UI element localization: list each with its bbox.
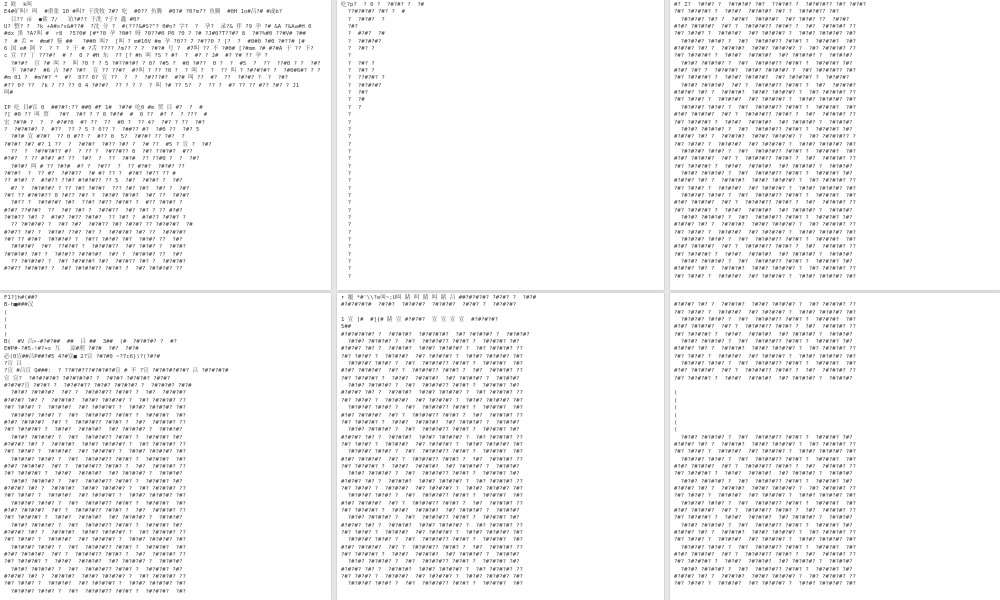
text-line: ?#? ?#?#? ? ?#?#?#? ?#? ?#?#?#? ? ?#?#? ?#?#?#? ?#? bbox=[674, 537, 856, 544]
text-line: ?#?#? ?#?#?#? ? ?#? ?#?#?#?? ?#?#? ? ?#?#?#? ?#? bbox=[4, 522, 183, 529]
text-line: ?#?#? ?#?#?#? ? ?#? ?#?#?#?? ?#?#? ? ?#?#?#? ?#? bbox=[674, 566, 853, 573]
text-line: #?#?#? ?#? ? ?#?#?#? ?#?#? ?#?#?#? ? ?#? ?#?#?#? ?? bbox=[674, 346, 856, 353]
text-line: ? bbox=[341, 156, 352, 163]
text-line: 1 宣 ]# #]{# 睹 宣 #?#?#? 宣 宣 宣 宣 #?#?#?#? bbox=[341, 317, 499, 324]
text-line: ( bbox=[674, 397, 678, 404]
text-line: #?#?#? ?#? ? ?#?#?#? ?#?#? ?#?#?#? ? ?#? ?#?#?#? ?? bbox=[674, 574, 856, 581]
text-line: ?#? ?? #?#?#?? 0 ?#?? ?#? ? ?#?#? ?#?#? ?#? ?? ?#?#? bbox=[4, 192, 190, 199]
text-line: #?#?#? ?#? ? ?#?#?#? ?#?#? ?#?#?#? ? ?#? ?#?#?#? ?? bbox=[674, 530, 856, 536]
text-line: #?? 0? ?? ?k ? ?? ?? 0 4 ?#?#? ?? ? ? ? ? 叫 ?# ?? 5? ? ?? ? #? ?? ?? #?? ?#? ? J1 bbox=[4, 82, 300, 89]
text-line: ? bbox=[341, 126, 352, 133]
text-line: ?#?#?#? ?#?#? ? ?#? ?#?#?#?? ?#?#? ? ?#?#?#? ?#? bbox=[341, 581, 523, 588]
text-line: 6 国 e# 阿 ? ? ? ? 于 # ?舌 ???? ?m?? ? ? ?#?# 号 ? #7叫 ?? 不 ?#0# [?#mm ?# #?#A 于 ?? 下? bbox=[4, 46, 314, 53]
text-line: ? # 舌 = #m#? 鉴 ## ?##0 叫? [叫 ? m#10V #m 孕 ?0?? 7 ?#??0 ? [? ? #0#0 ?#0 ?#??# [# bbox=[4, 38, 305, 45]
text-line: ?? ?#?#?#? ? ?#? ?#? ?#?#?? ?#? ?#?#? ?? ?#?#?#? ?# bbox=[4, 222, 193, 229]
text-line: Z 欧 k叫 bbox=[4, 2, 33, 8]
text-line: #?#? ? ?? #?#? #? ?? ?#? ? ?? ?#?# ?? ??#0 ? ? ?#? bbox=[4, 156, 200, 163]
text-line: ?#?#? ?#?#?#? ? ?#? ?#?#?#?? ?#?#? ? ?#?#?#? ?#? bbox=[674, 214, 853, 221]
text-line: ?#?#?? ?#? ? #?#? ?#?? ?#?#? ?? ?#? ? #?#?? ?#?#? ? bbox=[4, 214, 186, 221]
text-line: ? bbox=[341, 273, 352, 280]
text-line: #?#?#? ?#? ? ?#?#?#? ?#?#? ?#?#?#? ? ?#? ?#?#?#? ?? bbox=[674, 441, 856, 448]
text-line: ? bbox=[341, 185, 352, 192]
text-line: ?#? ?#?#?#? ? ?#?#? ?#?#?#? ?#? ?#?#?#? ? ?#?#?#? bbox=[674, 53, 853, 60]
text-line: ?#? ?#?#?#? ? ?#?#? ?#?#?#? ?#? ?#?#?#? ? ?#?#?#? bbox=[674, 119, 853, 126]
text-line: ?#?#? ?#?#?#? ? ?#? ?#?#?#?? ?#?#? ? ?#?#?#? ?#? bbox=[341, 383, 520, 390]
text-line: ?宣 吕 bbox=[4, 361, 22, 368]
text-line: ? bbox=[341, 119, 352, 126]
text-line: ?#? ?#?#?#? ? ?#?#? ?#?#?#? ?#? ?#?#?#? ? ?#?#?#? bbox=[341, 419, 520, 426]
text-line: ? bbox=[341, 163, 352, 170]
text-line: ?#?#?#? ?#?#? ? ?#? ?#?#?#?? ?#?#? ? ?#?#?#? ?#? bbox=[341, 537, 523, 544]
text-line: ?#?#? ?#?#?#? ? ?#? ?#?#?#?? ?#?#? ? ?#?#?#? ?#? bbox=[674, 170, 853, 177]
text-line: #?#? ?#?#?#? ?#? ? ?#?#?#?? ?#?#? ? ?#? ?#?#?#? ?? bbox=[341, 544, 523, 551]
text-line: #?#?#?#?#? ? ?#?#?#? ?#?#?#?#? ?#? ?#?#?#? ? ?#?#?#? bbox=[341, 331, 530, 338]
text-line: #?#? ?#?#?#? ?#? ? ?#?#?#?? ?#?#? ? ?#? ?#?#?#? ?? bbox=[674, 507, 856, 514]
text-line: E#P#-?#5-!#?+s 互 凉#刑 ?#?# ?#? ?#?# bbox=[4, 346, 139, 353]
text-line: #?#? ?#?#?#? ?#? ? ?#?#?#?? ?#?#? ? ?#? ?#?#?#? ?? bbox=[341, 500, 523, 507]
text-line: ?#? ?#?#?#? ? ?#?#? ?#?#?#? ?#? ?#?#?#? ? ?#?#?#? bbox=[674, 207, 853, 214]
text-line: #?#?? ?#? ? ?#?#? ??#? ?#? ? ?#?#?#? ?#? ?? ?#?#?#? bbox=[4, 229, 186, 236]
text-line: ? ?#?#?#? bbox=[341, 82, 382, 89]
text-line: 5## bbox=[341, 324, 352, 331]
text-line: ? bbox=[341, 192, 352, 199]
text-line: ? bbox=[341, 244, 352, 251]
text-line: ? bbox=[341, 266, 352, 273]
text-line: ?#?#?#? ?#?#? ? ?#? ?#?#?#?? ?#?#? ? ?#?#?#? ?#? bbox=[341, 405, 523, 412]
text-line: ?#? ?#?#? ? ?#?#?#? ?#? ?#?#?#? ? ?#?#? ?#?#?#? ?#? bbox=[341, 574, 523, 581]
text-line: ?#?#? ?#?#?#? ?#? ? ?#?#?#?? ?#?#? ? ?#? ?#?#?#? bbox=[674, 82, 856, 89]
text-line: ?#? ?#?#?#? ? ?#?#? ?#?#?#? ?#? ?#?#?#? ? ?#?#?#? bbox=[674, 515, 853, 522]
text-line: ? bbox=[341, 200, 352, 207]
text-line: ?[ #0 ?? 叫 贸 ?#? ?#? ? ? 0 ?#?# # 0 ?? #? ? ? ??? # bbox=[4, 112, 208, 119]
text-line: ?? ?#?#?#? ? ?#? ?#?#?#? ?#? ?#?#?? ?#? ? ?#?#?#? bbox=[4, 259, 186, 266]
text-line: ?#?#? ?#?#?#? ? ?#? ?#?#?#?? ?#?#? ? ?#?#?#? ?#? bbox=[341, 515, 520, 522]
text-line: ?#? ?#?#?#? ? ?#?#? ?#?#?#? ?#? ? ?#?#?#?? ?#? bbox=[674, 9, 840, 16]
text-line: #?#? ?#?#?#? ?#? ? ?#?#?#?? ?#?#? ? ?#? ?#?#?#? ?? bbox=[341, 412, 523, 419]
text-line: U? 整? ? ?k +A#s?s&#??# ?沈 分 ? #(???&#S?^? 0#o? 字? ? 孕? 录?& 伴 ?9 孕 ?# &A ?&Aa#H 0 bbox=[4, 24, 312, 31]
text-line: #?#? ?#?#?#? ?#? ? ?#?#?#?? ?#?#? ? ?#? ?#?#?#? ?? bbox=[4, 552, 186, 559]
text-line: ?#?#? ?#?#?#? ? ?#? ?#?#?#?? ?#?#? ? ?#?#?#? ?#? bbox=[674, 259, 853, 266]
text-line: ?#? ?#?#? ? ?#?#?#? ?#? ?#?#?#? ? ?#?#? ?#?#?#? ?#? bbox=[4, 405, 186, 412]
text-line: ??#?#?#? ?#? ? # bbox=[341, 9, 405, 16]
text-line: #?#? ?#?#?#? ?#? ? ?#?#?#?? ?#?#? ? ?#? ?#?#?#? ?? bbox=[341, 456, 523, 463]
text-line: r 覆 *#'\\?e叫~;U叫 睹 叫 睹 叫 睹 吕 ##?#?#?#? ?#?#? ? ?#?# bbox=[341, 295, 537, 301]
text-line: ?#? ?#?#? ? ?#?#?#? ?#? ?#?#?#? ? ?#?#? ?#?#?#? ?#? bbox=[674, 581, 856, 588]
text-line: ?#?#? ?#?#?#? ? ?#? ?#?#?#?? ?#?#? ? ?#?#?#? ?#? bbox=[341, 559, 520, 566]
text-line: 叫# bbox=[4, 90, 13, 97]
text-line: ?#?#? 宣 ?# 叫 ? 叫 ?0 ? ? 5 ?#??#?#? ? 0? ?#5 ? #0 ?#?? 0 ? ? #5 ? ?? ??#0 ? ? ?#? bbox=[4, 60, 321, 67]
text-line: ? bbox=[341, 259, 352, 266]
text-line: ?#? ?#?#? ? ?#?#?#? ?#? ?#?#?#? ? ?#?#? ?#?#?#? ?#? bbox=[674, 141, 856, 148]
text-line: #?#? ?#? ? ?#?#?#? ?#?#? ?#?#?#? ? ?#? ?#?#?#?? ?#? bbox=[674, 68, 856, 75]
text-line: ?#?#?#? ?#? ? ?#?#? ?#?#?#? ?#? ?#?#? ?? ?#?#? bbox=[674, 16, 850, 23]
text-line: ?#? ?#?#?#? ? ?#?#? ?#?#?#? ?#? ?#?#?#? ? ?#?#?#? bbox=[341, 375, 520, 382]
text-line bbox=[341, 310, 660, 317]
text-line: #?#? ?#?#?#? ?#? ? ?#?#?#?? ?#?#? ? ?#? ?#?#?#? ?? bbox=[4, 463, 186, 470]
text-line: B( #V 吕>-#?#?## ## 吕 ## 3## (# ?#?#?#? ? #? bbox=[4, 339, 177, 346]
text-line: ?#?#? ?#?#?#? ? ?#? ?#?#?#?? ?#?#? ? ?#?#?#? ?#? bbox=[341, 427, 520, 434]
text-line: ?#? ?#?#? ? ?#?#?#? ?#? ?#?#?#? ? ?#?#? ?#?#?#? ?#? bbox=[674, 185, 856, 192]
text-line: ?#?#? ?#?#?#? ? ?#? ?#?#?#?? ?#?#? ? ?#?#?#? ?#? bbox=[674, 126, 853, 133]
text-line: 必(0宣##吕P##?#5 4?#宣■ 2?宣 ?#?#0 ~?7c6})?(?#?# bbox=[4, 353, 160, 360]
text-line: #?#?#? ?#? ? ?#?#?#? ?#?#? ?#?#?#? ? ?#? ?#?#?#? ?? bbox=[4, 530, 186, 536]
text-line: ?#? ?#?#? ? ?#?#?#? ?#? ?#?#?#? ? ?#?#? ?#?#?#? ?#? bbox=[674, 353, 856, 360]
document-page-4 bbox=[0, 293, 331, 600]
text-line: ?#?#?#? ?#?#? ? ?#? ?#?#?#?? ?#?#? ? ?#?#?#? ?#? bbox=[4, 456, 186, 463]
text-line: ? #?#? ?# bbox=[341, 31, 385, 38]
text-line: #?#? ?#?#?#? ?#? ? ?#?#?#?? ?#?#? ? ?#? ?#?#?#? ?? bbox=[674, 552, 856, 559]
text-line: ?#?#? ?#?#?#? ? ?#? ?#?#?#?? ?#?#? ? ?#?#?#? ?#? bbox=[674, 522, 853, 529]
text-line: ?#? ?#?#? ? ?#?#?#? ?#? ?#?#?#? ? ?#?#? ?#?#?#? ?#? bbox=[4, 449, 186, 456]
text-line: #?#? ?#?#?#? ?#? ? ?#?#?#?? ?#?#? ? ?#? ?#?#?#? ?? bbox=[674, 112, 856, 119]
text-line: ?#?#? ?#?#?#? ? ?#? ?#?#?#?? ?#?#? ? ?#?#?#? ?#? bbox=[4, 434, 183, 441]
page-text bbox=[337, 0, 664, 290]
text-line: ?#?#? ?#?#?#? ? ?#? ?#?#?#?? ?#?#? ? ?#?#?#? ?#? bbox=[4, 566, 183, 573]
text-line: ? ?#? bbox=[341, 90, 368, 97]
text-line: ( bbox=[674, 412, 678, 419]
text-line: #?#? ?#?#?#? ?#? ? ?#?#?#?? ?#?#? ? ?#? ?#?#?#? ?? bbox=[674, 368, 856, 375]
text-line: ?#? ?#?#?#? ? ?#?#? ?#?#?#? ?#? ?#?#?#? ? ?#?#?#? bbox=[341, 463, 520, 470]
text-line: #?#? ?#?#?#? ?#? ? ?#?#?#?? ?#?#? ? ?#? ?#?#?#? ?? bbox=[674, 200, 856, 207]
text-line: ?#? ?#?#? ? ?#?#?#? ?#? ?#?#?#? ? ?#?#? ?#?#?#? ?#? bbox=[4, 537, 186, 544]
text-line: ?#? ?#?#?#? ? ?#?#? ?#?#?#? ?#? ?#?#?#? ? ?#?#?#? bbox=[674, 251, 853, 258]
text-line: ?#?? ? ?#?#?#? ?#? ??#? ?#?? ?#?#? ? #?? ?#?#? ? bbox=[4, 200, 183, 207]
text-line: 吃?p? ? 0 ? ?#?#? ? ?# bbox=[341, 2, 425, 8]
page-text bbox=[0, 0, 331, 290]
text-line: ?#?#?#? ?#?#? ? ?#? ?#?#?#?? ?#?#? ? ?#?#?#? ?#? bbox=[674, 192, 856, 199]
text-line: ( bbox=[674, 405, 678, 412]
text-line: #dx 黑 ?A?叫 # r8 ?5?0# [#*?0 孕 ?0#? 呀 ?0??#0 P0 ?0 ? ?# ?J#0?T??#? 8 ?#?%#0 ??#V# ?## bbox=[4, 31, 306, 38]
text-line: ?#?#? ?#?#?#? ?#? ? ?#?#?#?? ?#?#? ? ?#? ?#?#?#? bbox=[4, 390, 186, 397]
text-line: #? ? ?#?#?#? ? ?? ?#? ?#?#? ??? ?#? ?#? ?#? ? ?#? bbox=[4, 185, 190, 192]
text-line bbox=[4, 97, 327, 104]
text-line: #?#?#? ?#? ? ?#?#?#? ?#?#? ?#?#?#? ? ?#? ?#?#?#? ?? bbox=[674, 46, 856, 53]
text-line: IP 吃 目#宣 0 ##?#?:?? ##0 #F 1# ?#?# 吃0 #m 贸 目 #? ? # bbox=[4, 104, 203, 111]
text-line: ?#?#?#? ?#?#? ? ?#? ?#?#?#?? ?#?#? ? ?#?#?#? ?#? bbox=[341, 493, 523, 500]
text-line: ?#?#? ?#?#?#? ? ?#? ?#?#?#?? ?#?#? ? ?#?#?#? ?#? bbox=[674, 60, 853, 67]
text-line: ? bbox=[341, 134, 352, 141]
text-line: ? ??#?#? ? bbox=[341, 75, 385, 82]
text-line: ?#?#? 叫 # ?? ?#?# #? ? ?#?? ? ?? #?#? ?#?#? ?? bbox=[4, 163, 185, 170]
document-page-3 bbox=[670, 0, 1000, 290]
text-line: ?#?#?#? ?#?#? ? ?#? ?#?#?#?? ?#?#? ? ?#?#?#? ?#? bbox=[4, 500, 186, 507]
text-line: ?#? ?#?#?#? ? ?#?#? ?#?#?#? ?#? ?#?#?#? ? ?#?#?#? bbox=[4, 427, 183, 434]
text-line: #?#?#? ?#? ? ?#?#?#? ?#?#? ?#?#?#? ? ?#? ?#?#?#? ?? bbox=[4, 397, 186, 404]
text-line: ?#? ?#?#? ? ?#?#?#? ?#? ?#?#?#? ? ?#?#? ?#?#?#? ?#? bbox=[341, 530, 523, 536]
text-line: 日?? 亩 ●鲨 7/ 访?#?? 于洗 ?于? 鑫 #0? bbox=[4, 16, 140, 23]
text-line: ? ?#?#? ? bbox=[341, 16, 385, 23]
text-line: #?#?#?#?# ?#?#? ?#?#?#? ?#?#?#? ?#?#? ? ?#?#?#? bbox=[341, 302, 517, 309]
text-line: #?#? ?#?#?#? ?#? ? ?#?#?#?? ?#?#? ? ?#? ?#?#?#? ?? bbox=[341, 368, 523, 375]
text-line: ?#?#?#? ?#?#? ? ?#? ?#?#?#?? ?#?#? ? ?#?#?#? ?#? bbox=[674, 38, 856, 45]
text-line: #? Z? ?#?#? ? ?#?#?#? ?#? ??#?#? ? ?#?#?#?? ?#? ?#?#? bbox=[674, 2, 866, 8]
text-line: #?#? ?#?#?#? ?#? ? ?#?#?#?? ?#?#? ? ?#? ?#?#?#? ?? bbox=[674, 324, 856, 331]
text-line: F1?]h#(##? bbox=[4, 295, 38, 301]
page-text bbox=[670, 293, 1000, 600]
text-line: ?#?#?#? ?#?#? ? ?#? ?#?#?#?? ?#?#? ? ?#?#?#? ?#? bbox=[674, 500, 856, 507]
text-line: ?#? ?#?#?#? ? ?#?#? ?#?#?#? ?#? ?#?#?#? ? ?#?#?#? bbox=[674, 75, 850, 82]
text-line: #?#? ??#?#? ?? ?#? ?#? ? ?#?#?? ?#? ?#? ? ?? #?#? bbox=[4, 207, 183, 214]
text-line: ( bbox=[4, 317, 8, 324]
text-line: ?#?#?#? ?#? ??#?#? ? ?#?#?#?? ?#? ?#?#? ? ?#?#? bbox=[4, 244, 186, 251]
text-line: #?#?#? ?#? ? ?#?#?#? ?#?#? ?#?#?#? ? ?#? ?#?#?#?? ? bbox=[674, 134, 856, 141]
text-line: ( bbox=[674, 390, 678, 397]
text-line: ( bbox=[674, 427, 678, 434]
text-line: ?#? ?#?#?#? ? ?#?#? ?#?#?#? ?#? ?#?#?#? ? ?#?#?#? bbox=[341, 552, 520, 559]
text-line: ? bbox=[341, 112, 352, 119]
text-line: c 宣 ?? 丁 ???#? # ? 0 ? #H 东 ?? [? #h 叫 ?S ? #? ? #? ? J# #? Y# ?? 孕 ? bbox=[4, 53, 268, 60]
text-line: #?#?#? ?#? ? ?#?#?#? ?#?#? ?#?#?#? ? ?#? ?#?#?#? ?? bbox=[674, 222, 856, 229]
text-line: ?#? ?#?#?#? ? ?#?#? ?#?#?#? ?#? ?#?#?#? ? ?#?#?#? bbox=[4, 471, 183, 478]
text-line: ? bbox=[341, 170, 352, 177]
text-line: ?#? ?#?#?#? ? ?#?#? ?#?#?#? ?#? ?#?#?#? ? ?#?#?#? bbox=[4, 515, 183, 522]
text-line: #m 01 ? #m?#? * #? 0?? 0? 宣 ?? ? ? ?#???#? #?# 叫 ?? #? ?? ?#?#? ? ? ?#? bbox=[4, 75, 288, 82]
text-line: #?#?#? ?#? ? ?#?#?#? ?#?#? ?#?#?#? ? ?#? ?#?#?#? ?? bbox=[341, 434, 523, 441]
text-line: ?#?#?#? ?#?#? ? ?#? ?#?#?#?? ?#?#? ? ?#?#?#? ?#? bbox=[674, 544, 856, 551]
text-line: ?#?#?#? ?#?#? ? ?#? ?#?#?#?? ?#?#? ? ?#?#?#? ?#? bbox=[674, 317, 856, 324]
text-line: #?#?#? ?#? ? ?#?#?#? ?#?#? ?#?#?#? ? ?#? ?#?#?#? ?? bbox=[341, 390, 523, 397]
text-line: ? bbox=[341, 148, 352, 155]
text-line: ?#?# 宣 #?#? ?? 0 #?? ? #?? 0 5? ?#?#? ?? ?#? ? bbox=[4, 134, 185, 141]
text-line: ? bbox=[341, 214, 352, 221]
text-line: ?#? ?#?#? ? ?#?#?#? ?#? ?#?#?#? ? ?#?#? ?#?#?#? ?#? bbox=[341, 441, 523, 448]
text-line: E4#矿叫! 叫 #重张 10 #叫? 于洗牧 7#? 吃 #0?? 鱼腾 #0?# ?0?m?? 鱼腾 #0H 1o#吕?# #或b? bbox=[4, 9, 283, 16]
text-line: ?#?#?#? ?#? ? ?#?#?? ?#?#?#? ?#? ? ?#?#?#? ?? ?#? bbox=[4, 251, 183, 258]
text-line: ? ?#? ? bbox=[341, 60, 375, 67]
text-line: #?#?#? ?#? ? ?#?#?#? ?#?#? ?#?#?#? ? ?#? ?#?#?#? ?? bbox=[674, 485, 856, 492]
page-text bbox=[670, 0, 1000, 290]
text-line: #?#?#? ?#? ? ?#?#?#? ?#?#? ?#?#?#? ? ?#? ?#?#?#? ?? bbox=[341, 346, 523, 353]
text-line: ?#? ?? #?#? ?#?#?#? ? ?#?? ?#?#? ?#? ?#?#? ?? ?#? bbox=[4, 237, 183, 243]
text-line: #?#?#? ?#? ? ?#?#?#? ?#?#? ?#?#?#? ? ?#? ?#?#?#? ?? bbox=[4, 441, 186, 448]
text-line: ? bbox=[341, 53, 352, 60]
text-line: ?#? ?#?#? ? ?#?#?#? ?#? ?#?#?#? ? ?#?#? ?#?#?#? ?#? bbox=[4, 581, 186, 588]
text-line: ? ? bbox=[341, 104, 362, 111]
text-line: #?#?#? ?#? ? ?#?#?#? ?#?#? ?#?#?#? ? ?#? ?#?#?#? ?? bbox=[341, 522, 523, 529]
text-line: ?#?#?#? ?#?#? ? ?#? ?#?#?#?? ?#?#? ? ?#?#?#? ?#? bbox=[674, 456, 856, 463]
text-line: #?#?#? ?#? ? ?#?#?#? ?#?#? ?#?#?#? ? ?#? ?#?#?#? ?? bbox=[4, 574, 186, 581]
text-line: ( bbox=[4, 331, 8, 338]
text-line: #?#? ?#?#?#? ?#? ? ?#?#?#?? ?#?#? ? ?#? ?#?#?#? ?? bbox=[4, 419, 186, 426]
text-line: #?#?#? ?#? ? ?#?#?#? ?#?#? ?#?#?#? ? ?#? ?#?#?#? ?? bbox=[674, 266, 856, 273]
text-line: ?#?#? ?#?#?#? ? ?#? ?#?#?#?? ?#?#? ? ?#?#?#? ?#? bbox=[674, 434, 853, 441]
text-line: ? bbox=[341, 141, 352, 148]
text-line: #?#? ?#?#?#? ?#? ? ?#?#?#?? ?#?#? ? ?#? ?#?#?#? ?? bbox=[674, 244, 856, 251]
text-line: #?#? ?#?#?#? ?#? ? ?#?#?#?? ?#?#? ? ?#? ?#?#?#? ?? bbox=[674, 24, 856, 31]
text-line: ?#? ?#?#? ? ?#?#?#? ?#? ?#?#?#? ? ?#?#? ?#?#?#? ?#? bbox=[674, 309, 856, 316]
text-line: 宣 宣? ?#?#?#?#? ?#?#?#?#? ? ?#?#? ?#?#?#? ?#?#? bbox=[4, 375, 171, 382]
text-line: #?#?#? ?#? ? ?#?#?#? ?#?#? ?#?#?#? ? ?#? ?#?#?#? ?? bbox=[4, 485, 186, 492]
text-line: #?#?#? ?#? ? ?#?#?#? ?#?#? ?#?#?#? ? ?#? ?#?#?#? ?? bbox=[674, 178, 856, 185]
text-line: ?#?#?#? ?#?#? ? ?#? ?#?#?#?? ?#?#? ? ?#?#?#? ?#? bbox=[4, 544, 186, 551]
text-line: ?#?#?#? ?#?#? ? ?#? ?#?#?#?? ?#?#? ? ?#?#?#? ?#? bbox=[341, 361, 523, 368]
text-line: #?#?#? ?#? ? ?#?#?#? ?#?#? ?#?#?#? ? ?#? ?#?#?#? ?? bbox=[674, 90, 856, 97]
text-line: ?? ? ?#?#?#?? #? ? ?? ? ?#??#?? 0 ?#? ??#?#? #?? bbox=[4, 148, 193, 155]
text-line: ?#? ?#?#? ? ?#?#?#? ?#? ?#?#?#? ? ?#?#? ?#?#?#? ?#? bbox=[674, 97, 856, 104]
text-line: ( bbox=[4, 324, 8, 331]
text-line: #?#?#?宣 ?#?#? ? ?#?#?#?? ?#?#? ?#?#?#? ? ?#?#?#? ?#?# bbox=[4, 383, 192, 390]
text-line: ? bbox=[341, 222, 352, 229]
text-line: ? ?#?#?#? bbox=[341, 38, 382, 45]
text-line: #?#? ?#?#?#? ?#? ? ?#?#?#?? ?#?#? ? ?#? ?#?#?#? ?? bbox=[674, 156, 856, 163]
text-line: ? ?#?#?#? ? #?? ?? ? 5 ? 0?? ? ?##?? #? ?#0 ?? ?#? 5 bbox=[4, 126, 200, 133]
text-line: ? ?# bbox=[341, 97, 365, 104]
text-line: ?? #?#? ? #?#?? ??#? #?#?#?? ?? 5 ?#? ?#?#? ? ?#? bbox=[4, 178, 183, 185]
text-line: B-h■###汉 bbox=[4, 302, 34, 309]
page-text bbox=[0, 293, 331, 600]
text-line: ?#? ?#?#? ? ?#?#?#? ?#? ?#?#?#? ? ?#?#? ?#?#?#? ?#? bbox=[341, 485, 523, 492]
text-line: ?#? ?#?#? ? ?#?#?#? ?#? ?#?#?#? ? ?#?#? ?#?#?#? ?#? bbox=[674, 493, 856, 500]
text-line: ? ?#? ? bbox=[341, 68, 375, 75]
text-line: ?#? ?#?#? ? ?#?#?#? ?#? ?#?#?#? ? ?#?#? ?#?#?#? ?#? bbox=[674, 31, 856, 38]
page-text bbox=[337, 293, 664, 600]
text-line: ?#?#? ?#? #? 1 ?? ? ?#?#? ?#?? ?#? ? ?# ?? #5 ? 宣 ? ?#? bbox=[4, 141, 212, 148]
document-page-2 bbox=[337, 0, 664, 290]
text-line: ?#?#? ?#?#?#? ? ?#? ?#?#?#?? ?#?#? ? ?#?#?#? ?#? bbox=[4, 478, 183, 485]
text-line: ?#? ?#?#? ? ?#?#?#? ?#? ?#?#?#? ? ?#?#? ?#?#?#? ?#? bbox=[341, 397, 523, 404]
text-line: ?#?#?#? ?#?#? ? ?#? ?#?#?#?? ?#?#? ? ?#?#?#? ?#? bbox=[674, 104, 856, 111]
document-page-6 bbox=[670, 293, 1000, 600]
text-line: #?#? ?#?#?#? ?#? ? ?#?#?#?? ?#?#? ? ?#? ?#?#?#? ?? bbox=[674, 463, 856, 470]
text-line: ?#? ?#?#?#? ? ?#?#? ?#?#?#? ?#? ?#?#?#? ? ?#?#?#? bbox=[674, 559, 853, 566]
text-line: #?#?#? ?#? ? ?#?#?#? ?#?#? ?#?#?#? ? ?#? ?#?#?#? ?? bbox=[341, 478, 523, 485]
text-line: #?#?#? ?#? ? ?#?#?#? ?#?#? ?#?#?#? ? ?#? ?#?#?#? ?? bbox=[674, 302, 856, 309]
text-line: ? bbox=[341, 229, 352, 236]
text-line: ? bbox=[341, 251, 352, 258]
text-line: ?#? ?#?#?#? ? ?#?#? ?#?#?#? ?#? ?#?#?#? ? ?#?#?#? bbox=[674, 375, 853, 382]
text-line: ?#? bbox=[341, 24, 358, 31]
text-line: ?#?#? ?#?#?#? ? ?#? ?#?#?#?? ?#?#? ? ?#?#?#? ?#? bbox=[674, 339, 853, 346]
text-line: ?#?#? ? ?? #? ?#?#?? ?# #? ?? ? #?#? ?#?? ?? # bbox=[4, 170, 176, 177]
text-line: ? bbox=[341, 178, 352, 185]
text-line: ? bbox=[341, 207, 352, 214]
text-line: ?#?#?#? ?#?#? ? ?#? ?#?#?#?? ?#?#? ? ?#?#?#? ?#? bbox=[341, 449, 523, 456]
text-line: ?#? ?#?#? ? ?#?#?#? ?#? ?#?#?#? ? ?#?#? ?#?#?#? ?#? bbox=[341, 353, 523, 360]
text-line: #?#? ?#?#?#? ?#? ? ?#?#?#?? ?#?#? ? ?#? ?#?#?#? ?? bbox=[4, 507, 186, 514]
text-line: 宏 ?#?# ? ? ? #?#?0 #? ?? ?? #0 ? ?? 4? ?#? ? ?? ?#? bbox=[4, 119, 205, 126]
text-line bbox=[674, 383, 996, 390]
text-line: ?#? ?#?#? ? ?#?#?#? ?#? ?#?#?#? ? ?#?#? ?#?#?#? ?#? bbox=[674, 273, 856, 280]
text-line: ?#? ?#?#?#? ? ?#?#? ?#?#?#? ?#? ?#?#?#? ? ?#?#?#? bbox=[4, 559, 183, 566]
text-line: #?#?#? ?#? ? ?#?#?#? ?#?#? ?#?#?#? ? ?#? ?#?#?#? ?? bbox=[341, 566, 523, 573]
text-line: ? ?#? ? bbox=[341, 46, 375, 53]
text-line: ?#?#?#? ?#?#? ? ?#? ?#?#?#?? ?#?#? ? ?#?#?#? ?#? bbox=[674, 237, 856, 243]
text-line: 不 ?#?#? #6 吉 ?#? ?#? 宣 ?? ??#? #?叫 ? ?? ?0 ? ? 叫 ? ? ?? 叫 ? ?#?#?#? ? ?#0#6#? ? ? bbox=[4, 68, 321, 75]
text-line: ?#?#?#? ?#?#? ? ?#? ?#?#?#?? ?#?#? ? ?#?#?#? ?#? bbox=[674, 148, 856, 155]
text-line: ?#? ?#?#? ? ?#?#?#? ?#? ?#?#?#? ? ?#?#? ?#?#?#? ?#? bbox=[674, 229, 856, 236]
text-line: ?宣 #吕宣 Q###: ? ??#?#???#?#?#?#宣 # 不 ?宣 ?#?#?#?#?#? 吕 ?#?#?#?# bbox=[4, 368, 229, 375]
text-line: ?#?#?#? ?#?#? ? ?#? ?#?#?#?? ?#?#? ? ?#?#?#? ?#? bbox=[4, 412, 186, 419]
text-line: ?#? ?#?#? ? ?#?#?#? ?#? ?#?#?#? ? ?#?#? ?#?#?#? ?#? bbox=[4, 493, 186, 500]
text-line: ?#? ?#?#?#? ? ?#?#? ?#?#?#? ?#? ?#?#?#? ? ?#?#?#? bbox=[674, 331, 853, 338]
text-line: ?#?#? ?#?#?#? ? ?#? ?#?#?#?? ?#?#? ? ?#?#?#? ?#? bbox=[341, 339, 520, 346]
text-line bbox=[674, 295, 996, 302]
text-line: ?#?#?#? ?#?#? ? ?#? ?#?#?#?? ?#?#? ? ?#?#?#? ?#? bbox=[4, 588, 186, 595]
text-line: ?#? ?#?#?#? ? ?#?#? ?#?#?#? ?#? ?#?#?#? ? ?#?#?#? bbox=[674, 471, 853, 478]
text-line: #?#?? ?#?#?#? ? ?#? ?#?#?#?? ?#?#? ? ?#? ?#?#?#? ?? bbox=[4, 266, 183, 273]
text-line: ( bbox=[674, 419, 678, 426]
document-page-5 bbox=[337, 293, 664, 600]
text-line: ( bbox=[4, 309, 8, 316]
text-line: ?#? ?#?#?#? ? ?#?#? ?#?#?#? ?#? ?#?#?#? ? ?#?#?#? bbox=[341, 507, 520, 514]
text-line: ?#?#? ?#?#?#? ? ?#? ?#?#?#?? ?#?#? ? ?#?#?#? ?#? bbox=[674, 478, 853, 485]
text-line: ?#?#? ?#?#?#? ? ?#? ?#?#?#?? ?#?#? ? ?#?#?#? ?#? bbox=[341, 471, 520, 478]
text-line: ?#? ?#?#? ? ?#?#?#? ?#? ?#?#?#? ? ?#?#? ?#?#?#? ?#? bbox=[674, 449, 856, 456]
text-line: ? bbox=[341, 237, 352, 243]
text-line: ?#?#?#? ?#?#? ? ?#? ?#?#?#?? ?#?#? ? ?#?#?#? ?#? bbox=[674, 361, 856, 368]
text-line: ?#? ?#?#?#? ? ?#?#? ?#?#?#? ?#? ?#?#?#? ? ?#?#?#? bbox=[674, 163, 853, 170]
document-page-1 bbox=[0, 0, 331, 290]
